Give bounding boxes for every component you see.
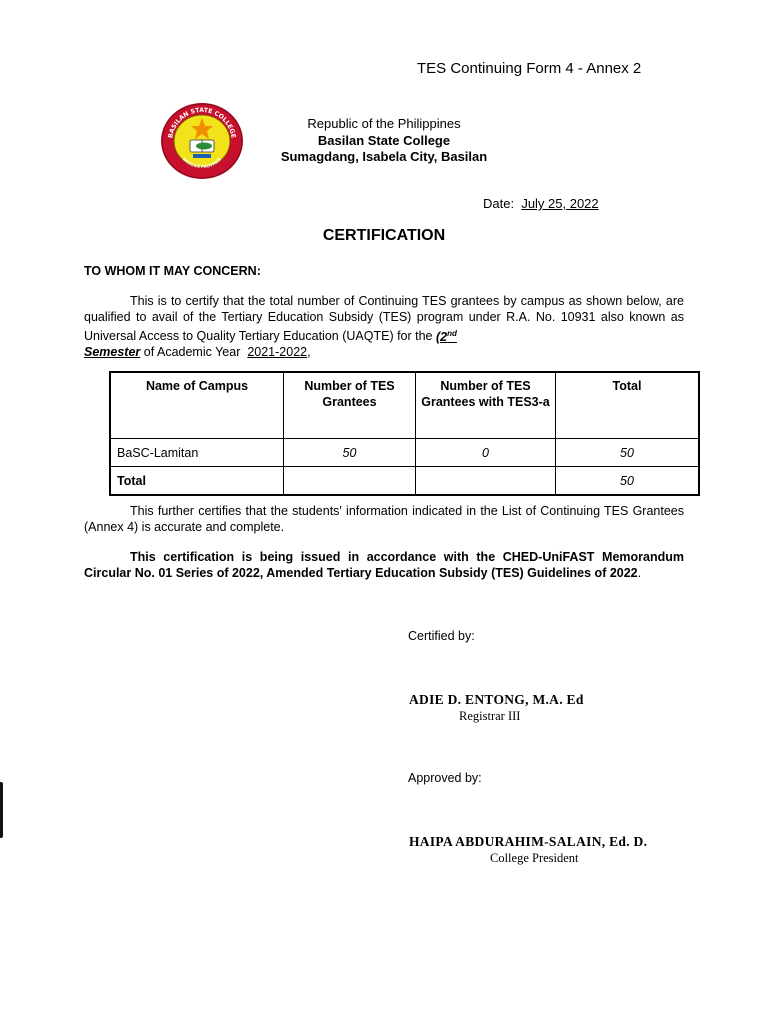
- academic-year: 2021-2022: [247, 345, 308, 360]
- signatory2-title: College President: [490, 851, 579, 865]
- header-grantees-tes3a: Number of TES Grantees with TES3-a: [416, 372, 556, 439]
- table-header-row: [110, 372, 699, 439]
- header-college-name: Basilan State College: [317, 132, 451, 148]
- approved-by-label: Approved by:: [408, 771, 482, 785]
- total-label: Total: [110, 467, 284, 496]
- tes3a-count: 0: [416, 439, 556, 467]
- semester-open: (2: [435, 329, 448, 344]
- paragraph-issued-accordance: [84, 550, 684, 581]
- signatory1-title: Registrar III: [459, 709, 521, 723]
- paragraph1-text: This is to certify that the total number of Continuing TES grantees by campus as shown below, are qualified to avail of the Tertiary Education Subsidy (TES) program under R.A. No. 10931 also known as Universal Access to Quality Tertiary Education (UAQTE) for the: [84, 294, 684, 344]
- grand-total: 50: [556, 467, 700, 496]
- table-total-row: [110, 467, 699, 496]
- paragraph-certify: [84, 294, 684, 361]
- form-title: TES Continuing Form 4 - Annex 2: [417, 60, 642, 77]
- date-label: Date:: [483, 196, 515, 211]
- seal-top-text: BASILAN STATE COLLEGE: [167, 106, 237, 139]
- campus-name: BaSC-Lamitan: [110, 439, 284, 467]
- semester-superscript: nd: [447, 328, 457, 338]
- header-grantees: Number of TES Grantees: [284, 372, 416, 439]
- seal-bottom-text: BASILAN PROVINCE: [181, 156, 223, 170]
- paragraph3-text: This certification is being issued in accordance with the CHED-UniFAST Memorandum Circular No. 01 Series of 2022, Amended Tertiary Education Subsidy (TES) Guidelines of 2022: [84, 550, 684, 580]
- total-tes3a: [416, 467, 556, 496]
- header-republic: Republic of the Philippines: [307, 116, 461, 131]
- header-address: Sumagdang, Isabela City, Basilan: [280, 149, 488, 164]
- total-grantees: [284, 467, 416, 496]
- salutation: TO WHOM IT MAY CONCERN:: [84, 264, 261, 278]
- paragraph2-text: This further certifies that the students' information indicated in the List of Continuing TES Grantees (Annex 4) is accurate and complete.: [84, 504, 684, 534]
- scan-edge-mark: [0, 782, 3, 838]
- header-total: Total: [556, 372, 700, 439]
- row-total: 50: [556, 439, 700, 467]
- grantees-count: 50: [284, 439, 416, 467]
- table-row: [110, 439, 699, 467]
- semester-word: Semester: [84, 345, 141, 360]
- date-value: July 25, 2022: [521, 196, 599, 211]
- paragraph3-end: .: [637, 565, 642, 580]
- signatory1-name: ADIE D. ENTONG, M.A. Ed: [409, 692, 584, 707]
- paragraph-further-certifies: [84, 504, 684, 535]
- paragraph1-year-prefix: of Academic Year: [140, 345, 244, 360]
- college-seal-logo: [160, 102, 244, 180]
- date-line: [483, 196, 599, 211]
- certification-title: CERTIFICATION: [322, 227, 446, 244]
- paragraph1-end: ,: [307, 345, 311, 360]
- letterhead: [240, 116, 528, 166]
- header-campus: Name of Campus: [110, 372, 284, 439]
- grantees-table: [109, 371, 700, 496]
- signatory2-name: HAIPA ABDURAHIM-SALAIN, Ed. D.: [409, 834, 648, 849]
- certified-by-label: Certified by:: [408, 629, 475, 643]
